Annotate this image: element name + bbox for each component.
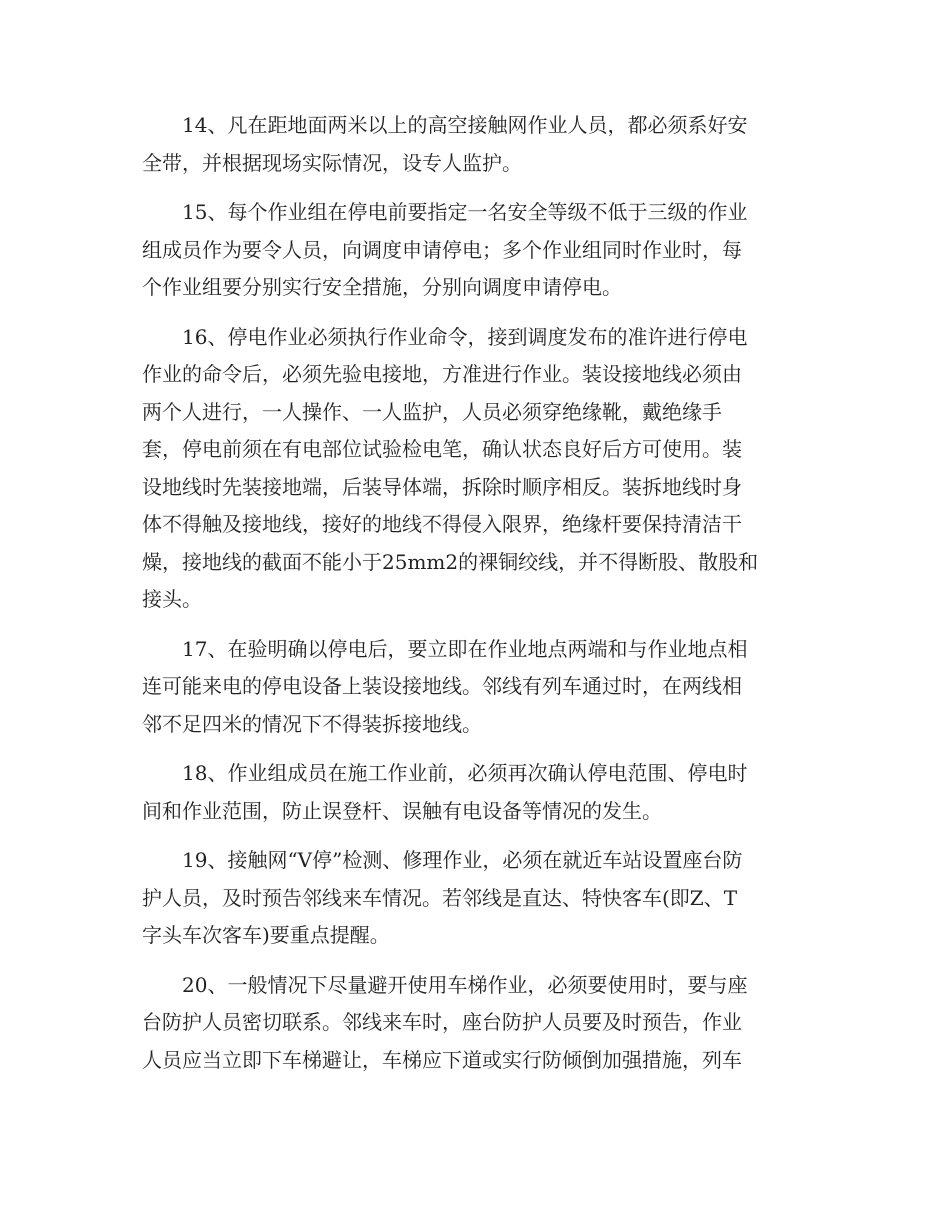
paragraph-17: [142, 631, 812, 744]
text-line: 燥，接地线的截面不能小于25mm2的裸铜绞线，并不得断股、散股和: [142, 549, 759, 574]
paragraph-20: [142, 967, 812, 1080]
paragraph-15: [142, 194, 812, 307]
text-line: 设地线时先装接地端，后装导体端，拆除时顺序相反。装拆地线时身: [142, 474, 742, 499]
text-line: 套，停电前须在有电部位试验检电笔，确认状态良好后方可使用。装: [142, 437, 742, 461]
text-line: 15、每个作业组在停电前要指定一名安全等级不低于三级的作业: [182, 200, 748, 224]
text-line: 组成员作为要令人员，向调度申请停电；多个作业组同时作业时，每: [142, 237, 742, 262]
paragraph-14: [142, 107, 812, 182]
text-line: 字头车次客车)要重点提醒。: [142, 923, 390, 947]
text-line: 人员应当立即下车梯避让，车梯应下道或实行防倾倒加强措施，列车: [142, 1047, 742, 1072]
text-line: 台防护人员密切联系。邻线来车时，座台防护人员要及时预告，作业: [142, 1010, 742, 1034]
text-line: 14、凡在距地面两米以上的高空接触网作业人员，都必须系好安: [182, 113, 748, 137]
text-line: 作业的命令后，必须先验电接地，方准进行作业。装设接地线必须由: [142, 362, 742, 386]
text-line: 全带，并根据现场实际情况，设专人监护。: [142, 150, 522, 175]
text-line: 16、停电作业必须执行作业命令，接到调度发布的准许进行停电: [182, 324, 748, 349]
text-line: 连可能来电的停电设备上装设接地线。邻线有列车通过时，在两线相: [142, 674, 742, 698]
text-line: 体不得触及接地线，接好的地线不得侵入限界，绝缘杆要保持清洁干: [142, 512, 742, 536]
text-line: 个作业组要分别实行安全措施，分别向调度申请停电。: [142, 275, 622, 299]
text-line: 护人员，及时预告邻线来车情况。若邻线是直达、特快客车(即Z、T: [142, 885, 738, 910]
text-line: 间和作业范围，防止误登杆、误触有电设备等情况的发生。: [142, 798, 662, 823]
text-line: 17、在验明确以停电后，要立即在作业地点两端和与作业地点相: [182, 636, 748, 661]
paragraph-18: [142, 755, 812, 830]
paragraph-19: [142, 842, 812, 955]
text-line: 18、作业组成员在施工作业前，必须再次确认停电范围、停电时: [182, 761, 748, 785]
text-line: 两个人进行，一人操作、一人监护，人员必须穿绝缘靴，戴绝缘手: [142, 399, 722, 424]
text-line: 20、一般情况下尽量避开使用车梯作业，必须要使用时，要与座: [182, 972, 748, 997]
text-line: 邻不足四米的情况下不得装拆接地线。: [142, 711, 482, 736]
document-body: [142, 107, 812, 1079]
text-line: 19、接触网“V停”检测、修理作业，必须在就近车站设置座台防: [182, 848, 743, 872]
paragraph-16: [142, 319, 812, 619]
text-line: 接头。: [142, 587, 202, 611]
